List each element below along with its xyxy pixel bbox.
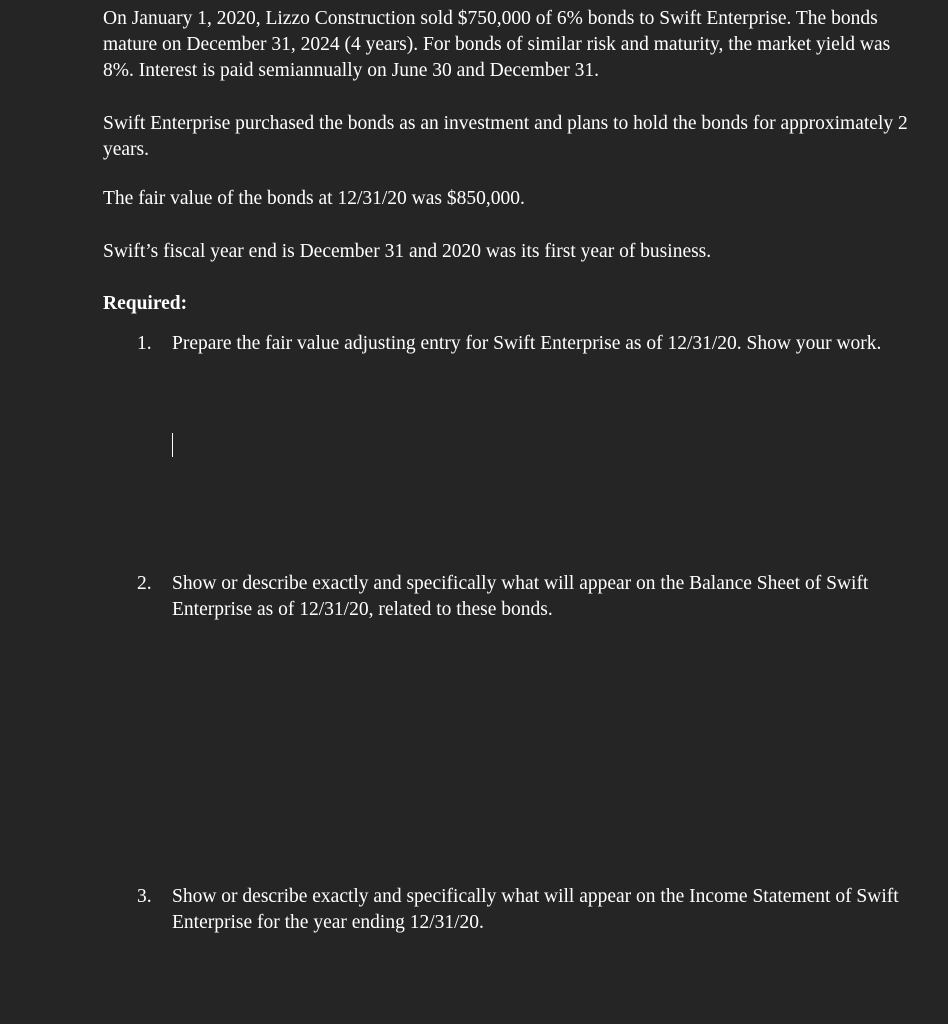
- question-2: [103, 571, 923, 884]
- question-2-text: Show or describe exactly and specifically what will appear on the Balance Sheet of Swift Enterprise as of 12/31/20, related to these bonds.: [172, 573, 869, 620]
- question-3-text: Show or describe exactly and specifically what will appear on the Income Statement of Swift Enterprise for the year ending 12/31/20.: [172, 886, 899, 933]
- question-3-number: 3.: [137, 886, 152, 907]
- question-1-text: Prepare the fair value adjusting entry for Swift Enterprise as of 12/31/20. Show your work.: [172, 333, 882, 354]
- question-3: [103, 884, 923, 936]
- text-cursor[interactable]: [172, 433, 173, 457]
- document-body[interactable]: [103, 6, 923, 936]
- intro-paragraph-fiscal-year: Swift’s fiscal year end is December 31 and 2020 was its first year of business.: [103, 241, 712, 262]
- question-2-number: 2.: [137, 573, 152, 594]
- intro-paragraph-investment-intent: Swift Enterprise purchased the bonds as an investment and plans to hold the bonds for approximately 2 years.: [103, 113, 908, 160]
- intro-paragraph-bond-issue: On January 1, 2020, Lizzo Construction sold $750,000 of 6% bonds to Swift Enterprise. The bonds mature on December 31, 2024 (4 years). For bonds of similar risk and maturity, the market yield was 8%. Interest is paid semiannually on June 30 and December 31.: [103, 8, 891, 81]
- question-1: [103, 331, 923, 571]
- required-heading: Required:: [103, 293, 188, 314]
- question-list: [103, 331, 923, 936]
- question-1-number: 1.: [137, 333, 152, 354]
- intro-paragraph-fair-value: The fair value of the bonds at 12/31/20 was $850,000.: [103, 188, 525, 209]
